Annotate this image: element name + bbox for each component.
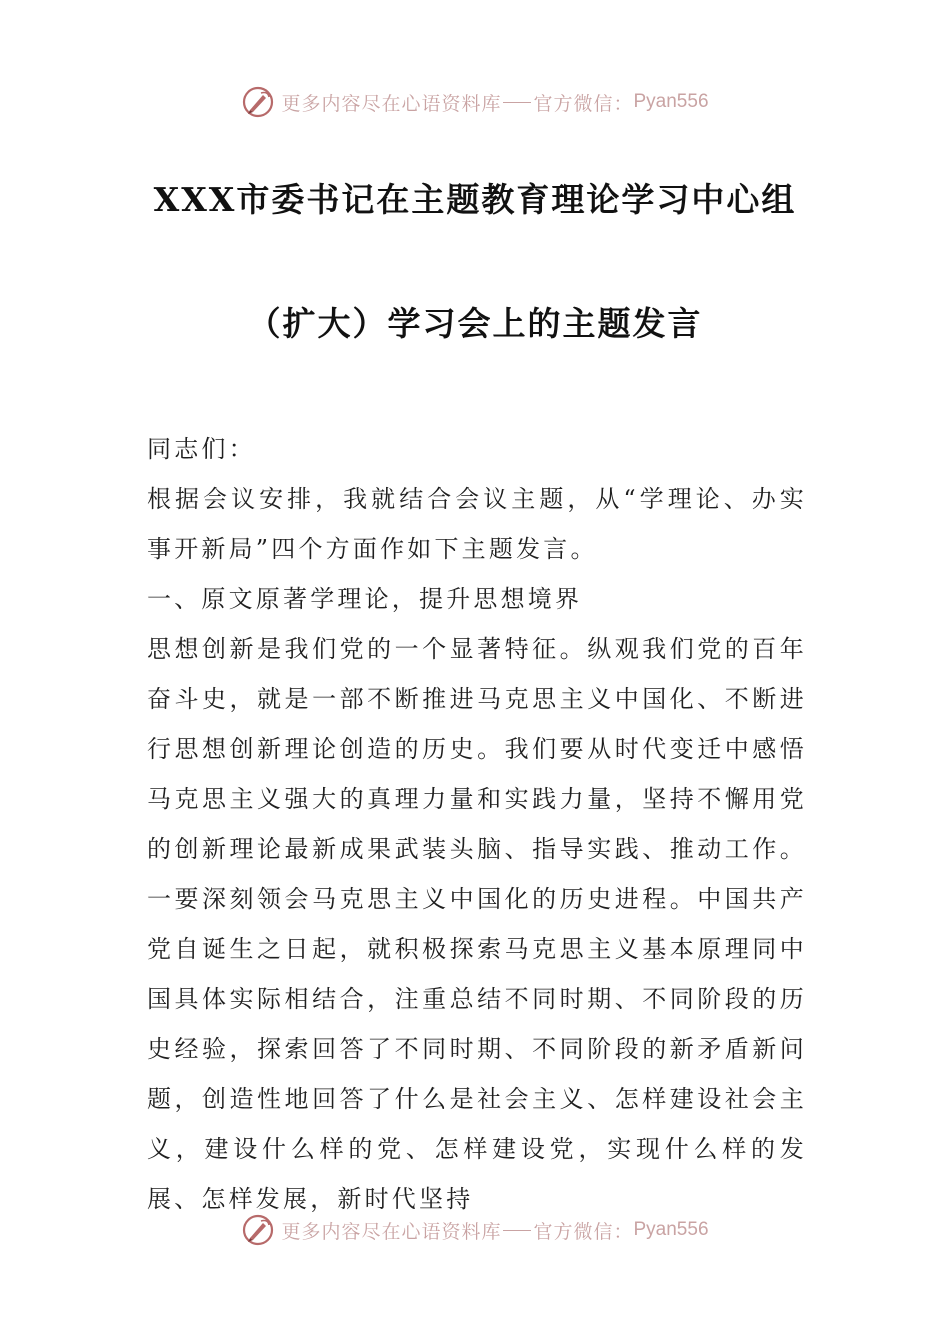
watermark-account: Pyan556 [633,91,709,112]
watermark-header [0,82,950,122]
body-paragraph-1: 思想创新是我们党的一个显著特征。纵观我们党的百年奋斗史，就是一部不断推进马克思主义中国化、不断进行思想创新理论创造的历史。我们要从时代变迁中感悟马克思主义强大的真理力量和实践力量，坚持不懈用党的创新理论最新成果武装头脑、指导实践、推动工作。一要深刻领会马克思主义中国化的历史进程。中国共产党自诞生之日起，就积极探索马克思主义基本原理同中国具体实际相结合，注重总结不同时期、不同阶段的历史经验，探索回答了不同时期、不同阶段的新矛盾新问题，创造性地回答了什么是社会主义、怎样建设社会主义，建设什么样的党、怎样建设党，实现什么样的发展、怎样发展，新时代坚持 [147,635,807,1213]
watermark-text: 更多内容尽在心语资料库 [281,1220,502,1243]
salutation: 同志们： [147,435,256,463]
watermark-separator [503,102,531,103]
watermark-wechat-label: 官方微信： [533,92,634,115]
watermark-separator [503,1230,531,1231]
watermark-footer [0,1210,950,1250]
section-heading-1: 一、原文原著学理论，提升思想境界 [147,585,583,613]
document-title-line1: XXX市委书记在主题教育理论学习中心组 [153,180,797,219]
document-body [147,424,807,1224]
document-title-line2: （扩大）学习会上的主题发言 [247,304,703,343]
watermark-wechat-label: 官方微信： [533,1220,634,1243]
watermark-text: 更多内容尽在心语资料库 [281,92,502,115]
intro-paragraph: 根据会议安排，我就结合会议主题，从“学理论、办实事开新局”四个方面作如下主题发言。 [147,485,807,563]
pen-logo-icon [241,85,275,119]
watermark-account: Pyan556 [633,1219,709,1240]
pen-logo-icon [241,1213,275,1247]
